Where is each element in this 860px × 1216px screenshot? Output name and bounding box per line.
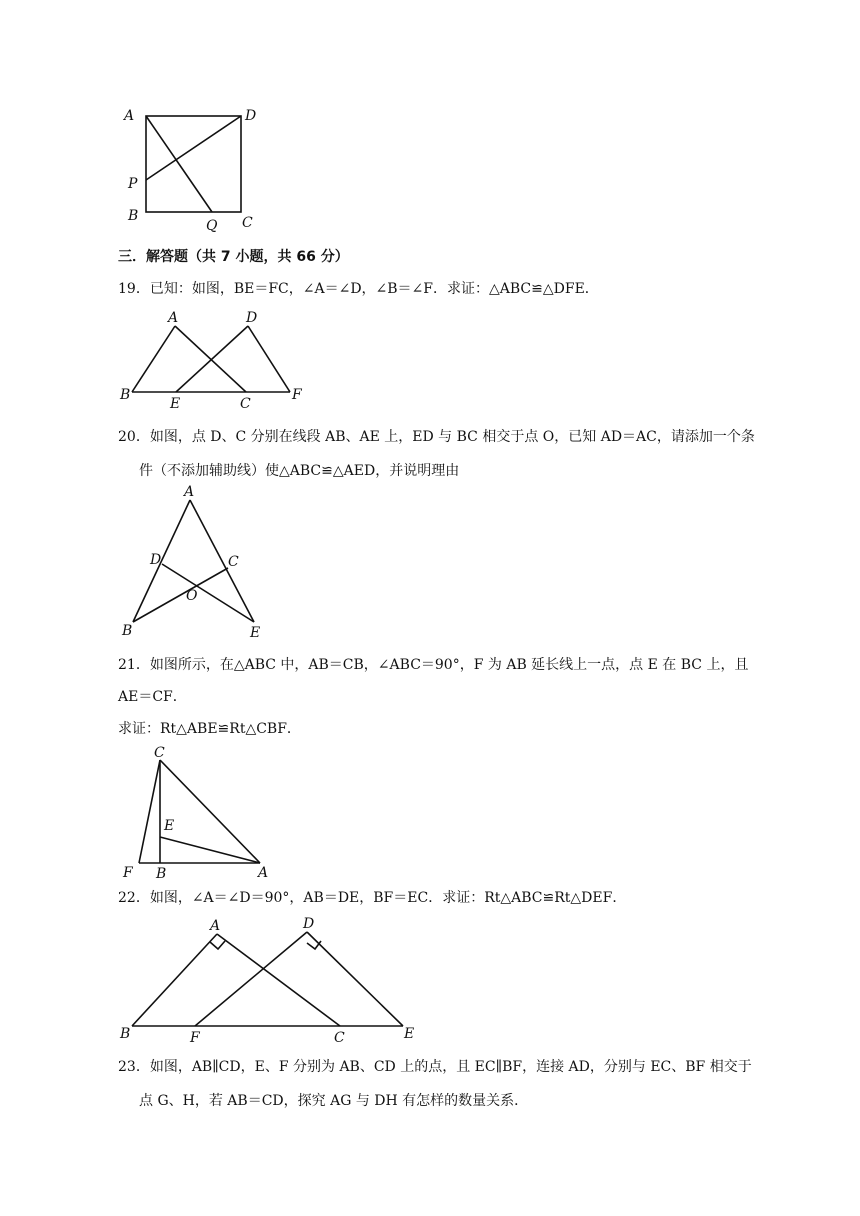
label-q: Q bbox=[206, 218, 218, 234]
segment-de bbox=[162, 564, 254, 622]
q19-figure bbox=[118, 308, 308, 410]
question-23-text-line2: 点 G、H，若 AB＝CD，探究 AG 与 DH 有怎样的数量关系． bbox=[139, 1093, 529, 1109]
label-a: A bbox=[168, 310, 179, 326]
label-a: A bbox=[184, 484, 195, 500]
label-b: B bbox=[120, 1026, 131, 1042]
segment-ca bbox=[160, 760, 260, 863]
segment-df bbox=[248, 326, 290, 392]
label-c: C bbox=[228, 554, 239, 570]
segment-ac bbox=[217, 934, 340, 1026]
label-p: P bbox=[128, 176, 138, 192]
label-o: O bbox=[186, 588, 198, 604]
question-22-text: 22．如图，∠A＝∠D＝90°，AB＝DE，BF＝EC．求证：Rt△ABC≌Rt△DEF． bbox=[118, 890, 627, 906]
label-f: F bbox=[123, 865, 133, 880]
question-23-text-line1: 23．如图，AB∥CD，E、F 分别为 AB、CD 上的点，且 EC∥BF，连接 AD，分别与 EC、BF 相交于 bbox=[118, 1059, 752, 1075]
label-b: B bbox=[120, 387, 131, 403]
question-20-text-line2: 件（不添加辅助线）使△ABC≌△AED，并说明理由 bbox=[139, 463, 460, 479]
label-d: D bbox=[150, 552, 162, 568]
label-b: B bbox=[122, 623, 133, 639]
question-21-text-line3: 求证：Rt△ABE≌Rt△CBF． bbox=[118, 721, 301, 737]
label-e: E bbox=[170, 396, 181, 410]
q21-figure bbox=[118, 742, 278, 880]
label-b: B bbox=[156, 866, 167, 880]
right-angle-mark-a bbox=[210, 941, 225, 949]
label-a: A bbox=[124, 108, 135, 124]
segment-ba bbox=[132, 934, 217, 1026]
question-21-text-line2: AE＝CF． bbox=[118, 689, 187, 705]
question-21-text-line1: 21．如图所示，在△ABC 中，AB＝CB，∠ABC＝90°，F 为 AB 延长线上一点，点 E 在 BC 上，且 bbox=[118, 657, 749, 673]
question-20-text-line1: 20．如图，点 D、C 分别在线段 AB、AE 上，ED 与 BC 相交于点 O，已知 AD＝AC，请添加一个条 bbox=[118, 429, 755, 445]
label-c: C bbox=[242, 215, 253, 231]
section-title: 三．解答题（共 7 小题，共 66 分） bbox=[118, 249, 349, 265]
label-e: E bbox=[250, 625, 261, 641]
segment-ae bbox=[190, 500, 254, 622]
label-d: D bbox=[246, 310, 258, 326]
label-a: A bbox=[258, 865, 269, 880]
right-angle-mark-d bbox=[307, 941, 321, 949]
label-b: B bbox=[128, 208, 139, 224]
segment-fd bbox=[195, 932, 307, 1026]
segment-pd bbox=[146, 116, 241, 180]
q20-figure bbox=[118, 484, 268, 642]
label-c: C bbox=[240, 396, 251, 410]
q22-figure bbox=[118, 914, 418, 1046]
segment-aq bbox=[146, 116, 212, 212]
label-d: D bbox=[303, 916, 315, 932]
label-f: F bbox=[292, 387, 302, 403]
segment-ab bbox=[133, 500, 190, 622]
segment-cf bbox=[139, 760, 160, 863]
square-abcd bbox=[146, 116, 241, 212]
label-e: E bbox=[164, 818, 175, 834]
segment-ab bbox=[132, 326, 175, 392]
label-c: C bbox=[154, 745, 165, 761]
segment-ea bbox=[160, 837, 260, 863]
label-d: D bbox=[245, 108, 257, 124]
label-e: E bbox=[404, 1026, 415, 1042]
square-figure bbox=[118, 100, 278, 235]
question-19-text: 19．已知：如图，BE＝FC，∠A＝∠D，∠B＝∠F．求证：△ABC≌△DFE． bbox=[118, 281, 599, 297]
label-a: A bbox=[210, 918, 221, 934]
label-c: C bbox=[334, 1030, 345, 1046]
label-f: F bbox=[190, 1030, 200, 1046]
